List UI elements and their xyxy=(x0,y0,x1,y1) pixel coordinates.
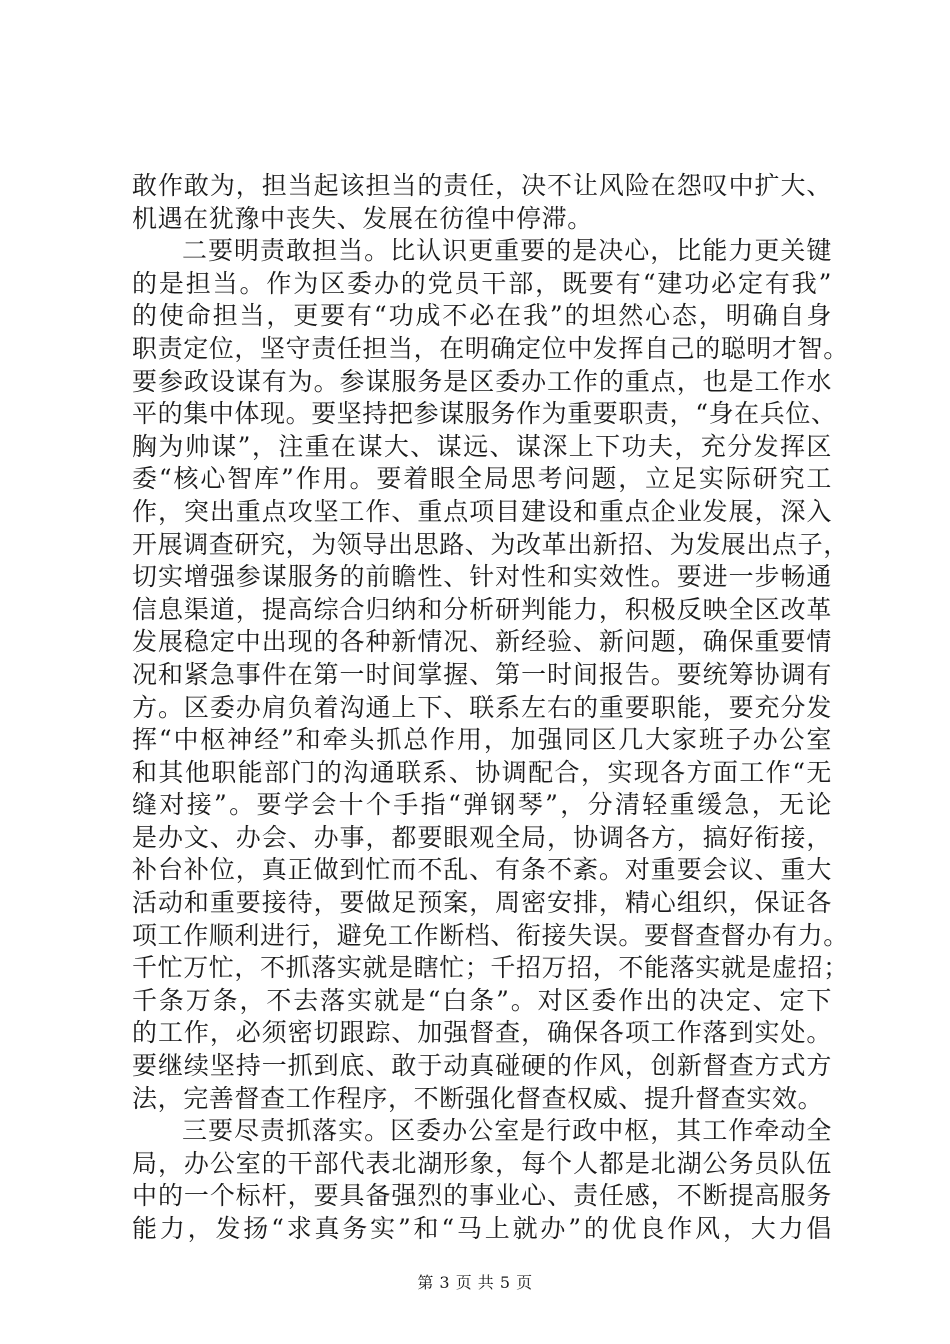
document-body xyxy=(132,170,849,1246)
text-line: 要继续坚持一抓到底、敢于动真碰硬的作风，创新督查方式方 xyxy=(132,1051,832,1081)
text-line: 切实增强参谋服务的前瞻性、针对性和实效性。要进一步畅通 xyxy=(132,562,832,592)
text-line: 况和紧急事件在第一时间掌握、第一时间报告。要统筹协调有 xyxy=(132,659,832,689)
text-line: 千条万条，不去落实就是“白条”。对区委作出的决定、定下 xyxy=(132,985,832,1015)
text-line: 法，完善督查工作程序，不断强化督查权威、提升督查实效。 xyxy=(132,1083,824,1113)
page-footer: 第 3 页 共 5 页 xyxy=(417,1273,533,1292)
text-line: 的工作，必须密切跟踪、加强督查，确保各项工作落到实处。 xyxy=(132,1018,832,1048)
paragraph-first-line: 三要尽责抓落实。区委办公室是行政中枢，其工作牵动全 xyxy=(182,1116,832,1146)
text-line: 补台补位，真正做到忙而不乱、有条不紊。对重要会议、重大 xyxy=(132,855,832,885)
text-line: 千忙万忙，不抓落实就是瞎忙；千招万招，不能落实就是虚招； xyxy=(132,953,849,983)
text-line: 项工作顺利进行，避免工作断档、衔接失误。要督查督办有力。 xyxy=(132,920,849,950)
text-line: 中的一个标杆，要具备强烈的事业心、责任感，不断提高服务 xyxy=(132,1181,832,1211)
text-line: 开展调查研究，为领导出思路、为改革出新招、为发展出点子， xyxy=(132,529,849,559)
text-line: 局，办公室的干部代表北湖形象，每个人都是北湖公务员队伍 xyxy=(132,1148,832,1178)
text-line: 是办文、办会、办事，都要眼观全局，协调各方，搞好衔接， xyxy=(132,822,832,852)
text-line: 委“核心智库”作用。要着眼全局思考问题，立足实际研究工 xyxy=(132,464,832,494)
paragraph-first-line: 二要明责敢担当。比认识更重要的是决心，比能力更关键 xyxy=(182,236,832,266)
text-line: 和其他职能部门的沟通联系、协调配合，实现各方面工作“无 xyxy=(132,757,832,787)
text-line: 活动和重要接待，要做足预案，周密安排，精心组织，保证各 xyxy=(132,888,832,918)
text-line: 缝对接”。要学会十个手指“弹钢琴”，分清轻重缓急，无论 xyxy=(132,790,832,820)
text-line: 平的集中体现。要坚持把参谋服务作为重要职责，“身在兵位、 xyxy=(132,399,837,429)
text-line: 机遇在犹豫中丧失、发展在彷徨中停滞。 xyxy=(132,203,593,233)
text-line: 发展稳定中出现的各种新情况、新经验、新问题，确保重要情 xyxy=(132,627,832,657)
text-line: 作，突出重点攻坚工作、重点项目建设和重点企业发展，深入 xyxy=(132,496,832,526)
text-line: 方。区委办肩负着沟通上下、联系左右的重要职能，要充分发 xyxy=(132,692,832,722)
text-line: 要参政设谋有为。参谋服务是区委办工作的重点，也是工作水 xyxy=(132,366,832,396)
text-line: 的使命担当，更要有“功成不必在我”的坦然心态，明确自身 xyxy=(132,301,832,331)
text-line: 的是担当。作为区委办的党员干部，既要有“建功必定有我” xyxy=(132,268,832,298)
text-line: 挥“中枢神经”和牵头抓总作用，加强同区几大家班子办公室 xyxy=(132,725,832,755)
text-line: 信息渠道，提高综合归纳和分析研判能力，积极反映全区改革 xyxy=(132,594,832,624)
text-line: 胸为帅谋”，注重在谋大、谋远、谋深上下功夫，充分发挥区 xyxy=(132,431,832,461)
text-line: 职责定位，坚守责任担当，在明确定位中发挥自己的聪明才智。 xyxy=(132,333,849,363)
text-line: 敢作敢为，担当起该担当的责任，决不让风险在怨叹中扩大、 xyxy=(132,171,832,200)
text-line: 能力，发扬“求真务实”和“马上就办”的优良作风，大力倡 xyxy=(132,1214,832,1243)
